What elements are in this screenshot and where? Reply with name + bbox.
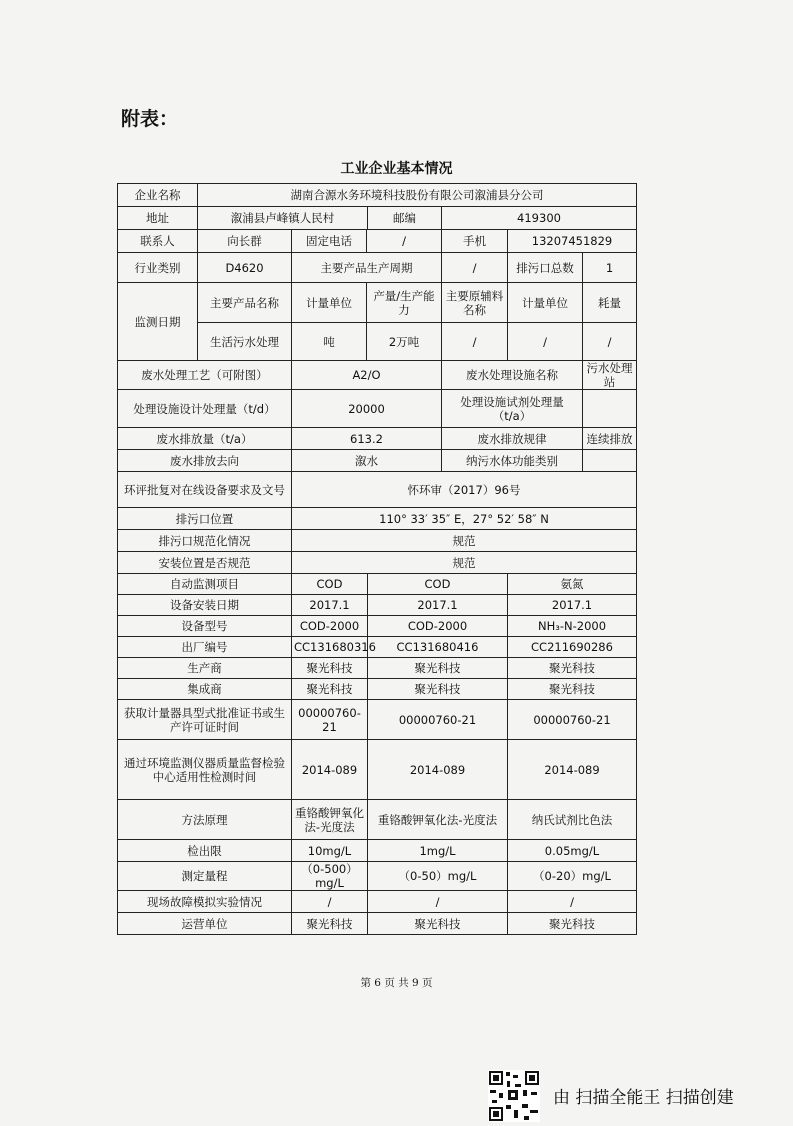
pattern-value: 连续排放 xyxy=(583,428,637,450)
equipment-row xyxy=(118,840,637,862)
standard-outlet-value: 规范 xyxy=(292,530,637,552)
equipment-value: CC211690286 xyxy=(508,637,637,658)
phone-label: 固定电话 xyxy=(292,230,367,253)
equipment-label: 运营单位 xyxy=(118,913,292,935)
equipment-label: 出厂编号 xyxy=(118,637,292,658)
equipment-value: 重铬酸钾氧化法-光度法 xyxy=(368,800,508,840)
process-label: 废水处理工艺（可附图） xyxy=(118,361,292,390)
row-monitor-header xyxy=(118,283,637,323)
row-process xyxy=(118,361,637,390)
equipment-value: / xyxy=(508,891,637,913)
equipment-value: （0-20）mg/L xyxy=(508,862,637,891)
equipment-value: 纳氏试剂比色法 xyxy=(508,800,637,840)
equipment-value: COD xyxy=(368,574,508,595)
row-contact xyxy=(118,230,637,253)
equipment-label: 通过环境监测仪器质量监督检验中心适用性检测时间 xyxy=(118,740,292,800)
material-name-value: / xyxy=(442,323,508,361)
material-unit-value: / xyxy=(508,323,583,361)
industry-label: 行业类别 xyxy=(118,253,198,283)
equipment-row xyxy=(118,700,637,740)
outlets-label: 排污口总数 xyxy=(508,253,583,283)
capacity-header: 产量/生产能力 xyxy=(367,283,442,323)
equipment-value: 1mg/L xyxy=(368,840,508,862)
process-value: A2/O xyxy=(292,361,442,390)
equipment-value: COD xyxy=(292,574,368,595)
equipment-value: 2014-089 xyxy=(292,740,368,800)
equipment-label: 集成商 xyxy=(118,679,292,700)
product-unit-value: 吨 xyxy=(292,323,367,361)
monitor-date-label: 监测日期 xyxy=(118,283,198,361)
equipment-label: 生产商 xyxy=(118,658,292,679)
mobile-label: 手机 xyxy=(442,230,508,253)
install-label: 安装位置是否规范 xyxy=(118,552,292,574)
contact-label: 联系人 xyxy=(118,230,198,253)
material-unit-header: 计量单位 xyxy=(508,283,583,323)
discharge-label: 废水排放量（t/a） xyxy=(118,428,292,450)
equipment-value: 2017.1 xyxy=(292,595,368,616)
equipment-row xyxy=(118,574,637,595)
company-value: 湖南合源水务环境科技股份有限公司溆浦县分公司 xyxy=(198,184,637,207)
standard-outlet-label: 排污口规范化情况 xyxy=(118,530,292,552)
trial-capacity-label: 处理设施试剂处理量（t/a） xyxy=(442,390,583,428)
equipment-value: 2017.1 xyxy=(508,595,637,616)
enterprise-info-table xyxy=(117,183,637,935)
equipment-value: 聚光科技 xyxy=(508,913,637,935)
trial-capacity-value xyxy=(583,390,637,428)
equipment-label: 设备安装日期 xyxy=(118,595,292,616)
page-number: 第 6 页 共 9 页 xyxy=(360,977,433,989)
equipment-row xyxy=(118,800,637,840)
product-unit-header: 计量单位 xyxy=(292,283,367,323)
equipment-label: 设备型号 xyxy=(118,616,292,637)
equipment-row xyxy=(118,658,637,679)
phone-value: / xyxy=(367,230,442,253)
equipment-value: CC131680316 xyxy=(292,637,368,658)
postcode-label: 邮编 xyxy=(368,207,442,230)
equipment-value: COD-2000 xyxy=(292,616,368,637)
equipment-value: NH₃-N-2000 xyxy=(508,616,637,637)
row-install xyxy=(118,552,637,574)
row-destination xyxy=(118,450,637,472)
row-address xyxy=(118,207,637,230)
product-name-header: 主要产品名称 xyxy=(198,283,292,323)
material-name-header: 主要原辅料名称 xyxy=(442,283,508,323)
equipment-label: 自动监测项目 xyxy=(118,574,292,595)
equipment-value: / xyxy=(292,891,368,913)
equipment-value: 聚光科技 xyxy=(292,913,368,935)
row-discharge xyxy=(118,428,637,450)
design-capacity-label: 处理设施设计处理量（t/d） xyxy=(118,390,292,428)
product-name-value: 生活污水处理 xyxy=(198,323,292,361)
equipment-value: 聚光科技 xyxy=(508,658,637,679)
destination-value: 溆水 xyxy=(292,450,442,472)
row-company xyxy=(118,184,637,207)
discharge-value: 613.2 xyxy=(292,428,442,450)
row-approval xyxy=(118,472,637,508)
equipment-row xyxy=(118,862,637,891)
row-location xyxy=(118,508,637,530)
outlets-value: 1 xyxy=(583,253,637,283)
equipment-label: 方法原理 xyxy=(118,800,292,840)
equipment-label: 检出限 xyxy=(118,840,292,862)
industry-value: D4620 xyxy=(198,253,292,283)
address-label: 地址 xyxy=(118,207,198,230)
equipment-row xyxy=(118,891,637,913)
page-heading: 附表： xyxy=(121,108,179,130)
equipment-value: CC131680416 xyxy=(368,637,508,658)
receiving-value xyxy=(583,450,637,472)
equipment-value: （0-50）mg/L xyxy=(368,862,508,891)
equipment-value: 聚光科技 xyxy=(508,679,637,700)
install-value: 规范 xyxy=(292,552,637,574)
equipment-row xyxy=(118,913,637,935)
capacity-value: 2万吨 xyxy=(367,323,442,361)
receiving-label: 纳污水体功能类别 xyxy=(442,450,583,472)
equipment-value: 00000760-21 xyxy=(508,700,637,740)
equipment-value: （0-500）mg/L xyxy=(292,862,368,891)
row-industry xyxy=(118,253,637,283)
equipment-row xyxy=(118,595,637,616)
facility-name-value: 污水处理站 xyxy=(583,361,637,390)
company-label: 企业名称 xyxy=(118,184,198,207)
equipment-label: 现场故障模拟实验情况 xyxy=(118,891,292,913)
location-label: 排污口位置 xyxy=(118,508,292,530)
postcode-value: 419300 xyxy=(442,207,637,230)
equipment-row xyxy=(118,637,637,658)
address-value: 溆浦县卢峰镇人民村 xyxy=(198,207,368,230)
cycle-label: 主要产品生产周期 xyxy=(292,253,442,283)
equipment-value: 2014-089 xyxy=(508,740,637,800)
equipment-value: 0.05mg/L xyxy=(508,840,637,862)
equipment-value: 聚光科技 xyxy=(368,913,508,935)
equipment-value: 10mg/L xyxy=(292,840,368,862)
design-capacity-value: 20000 xyxy=(292,390,442,428)
equipment-row xyxy=(118,616,637,637)
equipment-value: 2014-089 xyxy=(368,740,508,800)
approval-value: 怀环审（2017）96号 xyxy=(292,472,637,508)
equipment-value: 聚光科技 xyxy=(368,679,508,700)
equipment-value: 重铬酸钾氧化法-光度法 xyxy=(292,800,368,840)
qr-code-icon xyxy=(488,1070,540,1122)
pattern-label: 废水排放规律 xyxy=(442,428,583,450)
table-title: 工业企业基本情况 xyxy=(340,161,453,177)
equipment-row xyxy=(118,740,637,800)
equipment-value: 聚光科技 xyxy=(292,658,368,679)
equipment-value: 00000760-21 xyxy=(368,700,508,740)
destination-label: 废水排放去向 xyxy=(118,450,292,472)
equipment-row xyxy=(118,679,637,700)
equipment-value: 00000760-21 xyxy=(292,700,368,740)
consumption-header: 耗量 xyxy=(583,283,637,323)
equipment-value: / xyxy=(368,891,508,913)
contact-value: 向长群 xyxy=(198,230,292,253)
row-capacity xyxy=(118,390,637,428)
row-standard-outlet xyxy=(118,530,637,552)
equipment-value: 2017.1 xyxy=(368,595,508,616)
cycle-value: / xyxy=(442,253,508,283)
equipment-label: 测定量程 xyxy=(118,862,292,891)
scanner-watermark: 由 扫描全能王 扫描创建 xyxy=(553,1088,734,1108)
approval-label: 环评批复对在线设备要求及文号 xyxy=(118,472,292,508)
equipment-value: 聚光科技 xyxy=(368,658,508,679)
equipment-value: 聚光科技 xyxy=(292,679,368,700)
facility-name-label: 废水处理设施名称 xyxy=(442,361,583,390)
equipment-label: 获取计量器具型式批准证书或生产许可证时间 xyxy=(118,700,292,740)
equipment-value: COD-2000 xyxy=(368,616,508,637)
consumption-value: / xyxy=(583,323,637,361)
location-value: 110° 33′ 35″ E，27° 52′ 58″ N xyxy=(292,508,637,530)
mobile-value: 13207451829 xyxy=(508,230,637,253)
equipment-value: 氨氮 xyxy=(508,574,637,595)
